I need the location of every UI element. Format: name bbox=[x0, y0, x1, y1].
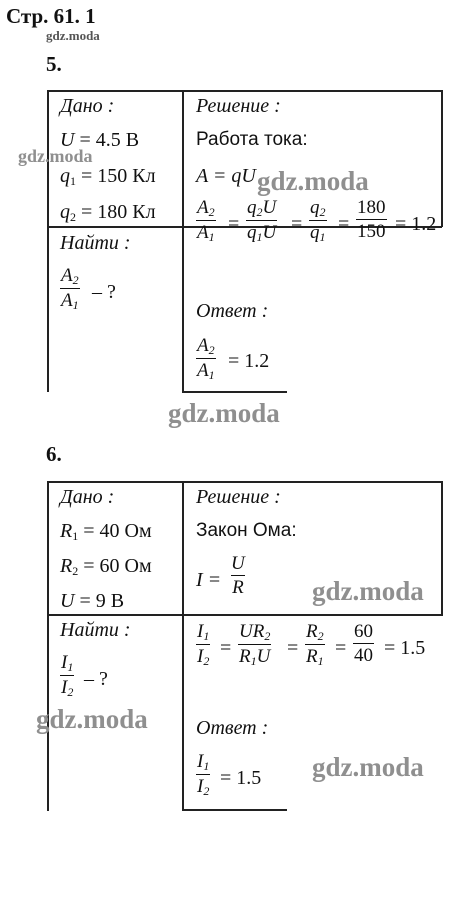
ohm-law-left: I = bbox=[196, 569, 222, 591]
given-label: Дано : bbox=[60, 95, 115, 117]
watermark: gdz.moda bbox=[257, 166, 369, 196]
result-value: = 1.2 bbox=[395, 213, 437, 235]
given-label: Дано : bbox=[60, 486, 115, 508]
table-5-right-border bbox=[441, 90, 443, 227]
find-ratio: $\frac{I_1}{I_2}$ bbox=[61, 652, 74, 699]
ratio-r2-r1: $\frac{R_2}{R_1}$ bbox=[306, 621, 324, 668]
ratio-ur2-r1u: $\frac{UR_2}{R_1U}$ bbox=[239, 621, 271, 668]
find-ratio: $\frac{A_2}{A_1}$ bbox=[61, 265, 79, 312]
given-resistance-1: $R_1 = 40$ Ом bbox=[60, 520, 152, 543]
equals-sign: = bbox=[287, 637, 299, 659]
table-6-top-border bbox=[47, 481, 442, 483]
ratio-q2-q1: $\frac{q_2}{q_1}$ bbox=[310, 197, 326, 244]
equals-sign: = bbox=[291, 213, 303, 235]
table-6-middle-border bbox=[182, 481, 184, 811]
answer-label: Ответ : bbox=[196, 300, 269, 322]
ohm-law-fraction: $\frac{U}{R}$ bbox=[231, 553, 245, 598]
ratio-i1-i2: $\frac{I_1}{I_2}$ bbox=[197, 621, 210, 668]
solution-text: Закон Ома: bbox=[196, 520, 297, 541]
solution-text: Работа тока: bbox=[196, 129, 308, 150]
table-5-middle-border bbox=[182, 90, 184, 392]
watermark: gdz.moda bbox=[18, 146, 93, 166]
solution-label: Решение : bbox=[196, 95, 281, 117]
equals-sign: = bbox=[220, 637, 232, 659]
table-6-divider bbox=[47, 614, 442, 616]
table-5-bottom-border bbox=[182, 391, 287, 393]
solution-label: Решение : bbox=[196, 486, 281, 508]
find-label: Найти : bbox=[60, 232, 131, 254]
given-voltage: U = 9 В bbox=[60, 590, 125, 612]
problem-6-number: 6. bbox=[46, 442, 62, 466]
page-title: Стр. 61. 1 bbox=[6, 4, 96, 28]
find-suffix: – ? bbox=[92, 281, 116, 303]
table-5-left-border bbox=[47, 90, 49, 392]
watermark: gdz.moda bbox=[312, 576, 424, 606]
equals-sign: = bbox=[228, 213, 240, 235]
answer-ratio: $\frac{A_2}{A_1}$ bbox=[197, 335, 215, 382]
answer-value: = 1.5 bbox=[220, 767, 262, 789]
table-6-right-border bbox=[441, 481, 443, 616]
find-label: Найти : bbox=[60, 619, 131, 641]
watermark: gdz.moda bbox=[168, 398, 280, 428]
ratio-q2u-q1u: $\frac{q_2U}{q_1U}$ bbox=[247, 197, 277, 244]
ratio-numeric: $\frac{60}{40}$ bbox=[354, 621, 373, 666]
answer-label: Ответ : bbox=[196, 717, 269, 739]
given-charge-2: $q_2 = 180$ Кл bbox=[60, 201, 156, 224]
ratio-numeric: $\frac{180}{150}$ bbox=[357, 197, 386, 242]
problem-5-number: 5. bbox=[46, 52, 62, 76]
work-formula: A = qU bbox=[196, 165, 256, 187]
answer-value: = 1.2 bbox=[228, 350, 270, 372]
watermark: gdz.moda bbox=[36, 704, 148, 734]
result-value: = 1.5 bbox=[384, 637, 426, 659]
watermark: gdz.moda bbox=[312, 752, 424, 782]
find-suffix: – ? bbox=[84, 668, 108, 690]
given-charge-1: $q_1 = 150$ Кл bbox=[60, 165, 156, 188]
equals-sign: = bbox=[335, 637, 347, 659]
table-5-top-border bbox=[47, 90, 442, 92]
equals-sign: = bbox=[338, 213, 350, 235]
given-resistance-2: $R_2 = 60$ Ом bbox=[60, 555, 152, 578]
given-voltage: U = 4.5 В bbox=[60, 129, 140, 151]
answer-ratio: $\frac{I_1}{I_2}$ bbox=[197, 751, 210, 798]
ratio-a2-a1: $\frac{A_2}{A_1}$ bbox=[197, 197, 215, 244]
table-6-left-border bbox=[47, 481, 49, 811]
table-6-bottom-border bbox=[182, 809, 287, 811]
watermark-small: gdz.moda bbox=[46, 28, 100, 43]
